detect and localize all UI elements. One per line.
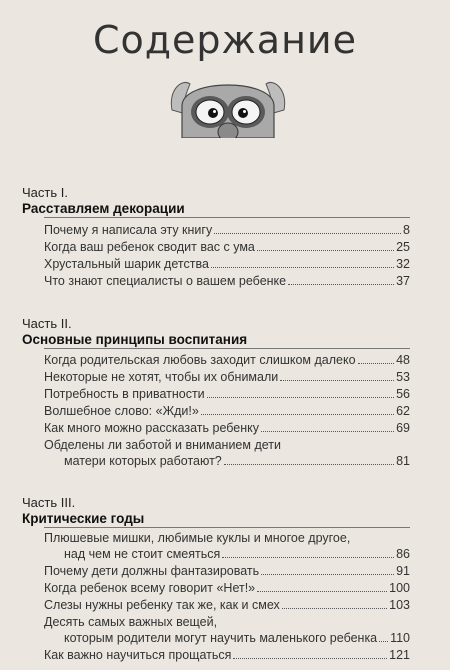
part-title: Основные принципы воспитания xyxy=(22,332,248,347)
dot-leader xyxy=(222,557,394,558)
toc-entry-title: Потребность в приватности xyxy=(44,387,205,401)
toc-entry[interactable] xyxy=(44,352,410,368)
toc-entry-title: Хрустальный шарик детства xyxy=(44,257,209,271)
toc-entry-page: 56 xyxy=(396,387,410,401)
dot-leader xyxy=(379,641,388,642)
toc-entry-title: Когда ребенок всему говорит «Нет!» xyxy=(44,581,256,595)
dot-leader xyxy=(280,380,394,381)
toc-entry[interactable] xyxy=(44,369,410,385)
toc-entry-title: Некоторые не хотят, чтобы их обнимали xyxy=(44,370,279,384)
dot-leader xyxy=(288,284,394,285)
toc-entry-page: 121 xyxy=(389,648,410,662)
dot-leader xyxy=(224,464,394,465)
dot-leader xyxy=(233,658,387,659)
toc-entry[interactable] xyxy=(44,420,410,436)
toc-entry-page: 62 xyxy=(396,404,410,418)
toc-entry-title: над чем не стоит смеяться xyxy=(64,547,221,561)
toc-entry-title: Когда ваш ребенок сводит вас с ума xyxy=(44,240,255,254)
part-rule xyxy=(44,527,410,528)
toc-entry-title: Почему я написала эту книгу xyxy=(44,223,213,237)
part-title: Критические годы xyxy=(22,511,145,526)
part-title: Расставляем декорации xyxy=(22,201,185,216)
toc-entry-page: 25 xyxy=(396,240,410,254)
dot-leader xyxy=(201,414,394,415)
part-number: Часть I. xyxy=(22,185,68,200)
page-title: Содержание xyxy=(93,18,357,62)
toc-entry[interactable] xyxy=(44,614,410,646)
toc-entry-title: Как много можно рассказать ребенку xyxy=(44,421,260,435)
toc-entry-page: 48 xyxy=(396,353,410,367)
toc-entry[interactable] xyxy=(44,256,410,272)
toc-entry[interactable] xyxy=(44,273,410,289)
toc-entry-page: 53 xyxy=(396,370,410,384)
toc-entry-title-line1: Плюшевые мишки, любимые куклы и многое другое, xyxy=(44,531,351,545)
toc-entry[interactable] xyxy=(44,403,410,419)
toc-entry[interactable] xyxy=(44,222,410,238)
dot-leader xyxy=(214,233,401,234)
toc-entry-page: 103 xyxy=(389,598,410,612)
toc-entry-title: матери которых работают? xyxy=(64,454,222,468)
toc-entry-title: Почему дети должны фантазировать xyxy=(44,564,260,578)
toc-entry-page: 81 xyxy=(396,454,410,468)
dot-leader xyxy=(261,574,394,575)
toc-entry-title: Что знают специалисты о вашем ребенке xyxy=(44,274,287,288)
toc-entry[interactable] xyxy=(44,580,410,596)
part-rule xyxy=(44,217,410,218)
toc-entry-page: 100 xyxy=(389,581,410,595)
dot-leader xyxy=(358,363,395,364)
toc-entry-page: 8 xyxy=(403,223,410,237)
peeking-old-man-face-icon xyxy=(168,70,288,138)
part-rule xyxy=(44,348,410,349)
dot-leader xyxy=(261,431,394,432)
dot-leader xyxy=(282,608,387,609)
toc-entry[interactable] xyxy=(44,386,410,402)
toc-entry-title-line1: Десять самых важных вещей, xyxy=(44,615,218,629)
part-number: Часть II. xyxy=(22,316,72,331)
toc-entry-page: 86 xyxy=(396,547,410,561)
part-number: Часть III. xyxy=(22,495,76,510)
toc-entry-title: Слезы нужны ребенку так же, как и смех xyxy=(44,598,280,612)
toc-entry-page: 37 xyxy=(396,274,410,288)
toc-entry-title: которым родители могут научить маленького ребенка xyxy=(64,631,378,645)
dot-leader xyxy=(211,267,394,268)
dot-leader xyxy=(257,591,387,592)
toc-entry-title: Как важно научиться прощаться xyxy=(44,648,232,662)
toc-entry-title-line1: Обделены ли заботой и вниманием дети xyxy=(44,438,281,452)
toc-entry-page: 69 xyxy=(396,421,410,435)
toc-entry[interactable] xyxy=(44,530,410,562)
dot-leader xyxy=(207,397,394,398)
toc-entry-page: 110 xyxy=(390,631,410,645)
toc-entry[interactable] xyxy=(44,239,410,255)
toc-entry[interactable] xyxy=(44,437,410,469)
dot-leader xyxy=(257,250,394,251)
toc-entry[interactable] xyxy=(44,563,410,579)
toc-entry[interactable] xyxy=(44,647,410,663)
toc-entry-page: 91 xyxy=(396,564,410,578)
toc-entry-title: Когда родительская любовь заходит слишком далеко xyxy=(44,353,356,367)
toc-entry-title: Волшебное слово: «Жди!» xyxy=(44,404,199,418)
toc-entry[interactable] xyxy=(44,597,410,613)
toc-entry-page: 32 xyxy=(396,257,410,271)
